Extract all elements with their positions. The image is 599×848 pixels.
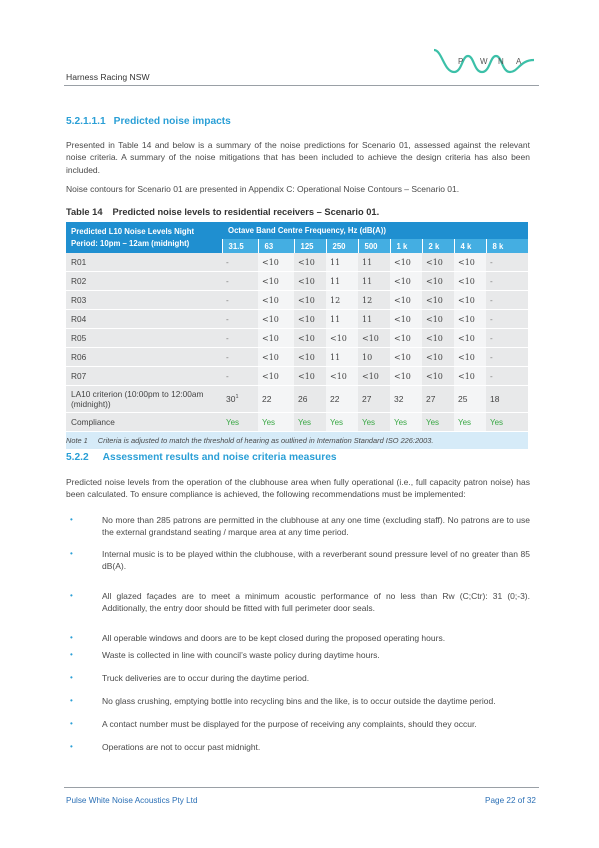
receiver-label: R07 xyxy=(66,367,222,386)
section-number: 5.2.2 xyxy=(66,452,89,463)
page-number: Page 22 of 32 xyxy=(485,796,536,805)
paragraph-contours: Noise contours for Scenario 01 are presented in Appendix C: Operational Noise Contours – Scenario 01. xyxy=(66,184,460,194)
bullet-icon: • xyxy=(70,719,73,728)
criterion-value xyxy=(222,386,258,413)
noise-value-cell: <10 xyxy=(422,291,454,310)
noise-value-cell: - xyxy=(222,348,258,367)
noise-value-cell: <10 xyxy=(390,310,422,329)
noise-value-cell: 12 xyxy=(326,291,358,310)
receiver-label: R03 xyxy=(66,291,222,310)
compliance-value: Yes xyxy=(390,413,422,432)
noise-value-cell: - xyxy=(486,367,528,386)
receiver-row xyxy=(66,348,528,367)
criterion-value: 27 xyxy=(358,386,390,413)
section-title: Predicted noise impacts xyxy=(113,116,231,127)
receiver-row xyxy=(66,272,528,291)
receiver-label: R06 xyxy=(66,348,222,367)
noise-value-cell: - xyxy=(222,291,258,310)
noise-value-cell: <10 xyxy=(454,253,486,272)
recommendation-item xyxy=(66,649,530,661)
compliance-value: Yes xyxy=(294,413,326,432)
recommendation-item xyxy=(66,741,530,753)
bullet-icon: • xyxy=(70,673,73,682)
noise-value-cell: <10 xyxy=(390,253,422,272)
noise-value-cell: <10 xyxy=(454,272,486,291)
band-header: 4 k xyxy=(454,239,486,253)
compliance-value: Yes xyxy=(222,413,258,432)
noise-value-cell: <10 xyxy=(454,348,486,367)
noise-value-cell: <10 xyxy=(258,329,294,348)
compliance-row xyxy=(66,413,528,432)
noise-value-cell: <10 xyxy=(294,272,326,291)
noise-value-cell: <10 xyxy=(454,310,486,329)
noise-value-cell: <10 xyxy=(422,348,454,367)
criterion-row xyxy=(66,386,528,413)
noise-value-cell: 10 xyxy=(358,348,390,367)
recommendation-text: No more than 285 patrons are permitted in the clubhouse at any one time (excluding staff). No patrons are to use the external grandstand seating / marque area at any time period. xyxy=(102,515,530,538)
bullet-icon: • xyxy=(70,591,73,600)
recommendation-item xyxy=(66,548,530,573)
band-header: 250 xyxy=(326,239,358,253)
noise-value-cell: <10 xyxy=(454,329,486,348)
noise-value-cell: - xyxy=(486,329,528,348)
band-header: 2 k xyxy=(422,239,454,253)
receiver-label: R01 xyxy=(66,253,222,272)
receiver-row xyxy=(66,291,528,310)
noise-value-cell: <10 xyxy=(390,272,422,291)
table-title: Predicted noise levels to residential receivers – Scenario 01. xyxy=(112,207,380,217)
recommendation-item xyxy=(66,718,530,730)
footnote-marker: 1 xyxy=(235,394,239,401)
noise-value-cell: <10 xyxy=(422,253,454,272)
compliance-value: Yes xyxy=(358,413,390,432)
noise-value-cell: <10 xyxy=(422,329,454,348)
noise-value-cell: <10 xyxy=(326,329,358,348)
noise-value-cell: - xyxy=(222,367,258,386)
noise-value-cell: - xyxy=(486,253,528,272)
noise-value-cell: <10 xyxy=(258,291,294,310)
noise-value-cell: - xyxy=(486,272,528,291)
recommendation-text: Operations are not to occur past midnight. xyxy=(102,742,261,752)
bullet-icon: • xyxy=(70,549,73,558)
table-group-header: Octave Band Centre Frequency, Hz (dB(A)) xyxy=(222,222,528,239)
bullet-icon: • xyxy=(70,633,73,642)
table-caption xyxy=(66,207,379,217)
criterion-value: 25 xyxy=(454,386,486,413)
paragraph-summary: Presented in Table 14 and below is a summary of the noise predictions for Scenario 01, assessed against the relevant noise criteria. A summary of the noise mitigations that has been included to achieve the design criteria has also been included. xyxy=(66,140,530,175)
recommendation-item xyxy=(66,632,530,644)
noise-value-cell: <10 xyxy=(294,367,326,386)
table-note xyxy=(66,432,528,450)
pwna-logo xyxy=(432,42,536,78)
criterion-value: 32 xyxy=(390,386,422,413)
compliance-value: Yes xyxy=(454,413,486,432)
band-header: 31.5 xyxy=(222,239,258,253)
noise-value-cell: <10 xyxy=(258,310,294,329)
receiver-label: R05 xyxy=(66,329,222,348)
noise-value-cell: <10 xyxy=(454,367,486,386)
noise-value-cell: 11 xyxy=(358,272,390,291)
criterion-value: 27 xyxy=(422,386,454,413)
bullet-icon: • xyxy=(70,696,73,705)
noise-value-cell: <10 xyxy=(258,253,294,272)
noise-value-cell: - xyxy=(486,310,528,329)
receiver-row xyxy=(66,329,528,348)
noise-value-cell: <10 xyxy=(422,272,454,291)
receiver-label: R04 xyxy=(66,310,222,329)
recommendation-text: Waste is collected in line with council’s waste policy during daytime hours. xyxy=(102,650,380,660)
criterion-value: 18 xyxy=(486,386,528,413)
noise-value-cell: - xyxy=(486,348,528,367)
noise-value-cell: 12 xyxy=(358,291,390,310)
section-number: 5.2.1.1.1 xyxy=(66,116,106,127)
logo-letter-w: W xyxy=(480,57,488,66)
noise-value-cell: 11 xyxy=(326,253,358,272)
noise-levels-table xyxy=(66,222,528,449)
note-text: Criteria is adjusted to match the threshold of hearing as outlined in Internation Standard ISO 226:2003. xyxy=(97,436,434,445)
recommendation-item xyxy=(66,590,530,615)
noise-value-cell: <10 xyxy=(294,291,326,310)
noise-value-cell: <10 xyxy=(294,253,326,272)
criterion-first-value: 30 xyxy=(226,394,236,404)
band-header: 125 xyxy=(294,239,326,253)
noise-value-cell: 11 xyxy=(326,348,358,367)
criterion-value: 26 xyxy=(294,386,326,413)
recommendation-item xyxy=(66,672,530,684)
noise-value-cell: 11 xyxy=(326,272,358,291)
footer-divider xyxy=(64,787,539,788)
section-heading-predicted-noise xyxy=(66,116,231,127)
recommendation-item xyxy=(66,514,530,539)
receiver-rows xyxy=(66,253,528,386)
paragraph-assessment-intro: Predicted noise levels from the operation of the clubhouse area when fully operational (i.e., full capacity patron noise) has been calculated. To ensure compliance is achieved, the following recommendations must be implemented: xyxy=(66,477,530,500)
recommendation-text: No glass crushing, emptying bottle into recycling bins and the like, is to occur outside the daytime period. xyxy=(102,696,496,706)
receiver-row xyxy=(66,310,528,329)
noise-value-cell: <10 xyxy=(422,367,454,386)
noise-value-cell: <10 xyxy=(294,329,326,348)
receiver-row xyxy=(66,253,528,272)
noise-value-cell: <10 xyxy=(390,367,422,386)
criterion-value: 22 xyxy=(326,386,358,413)
table-number: Table 14 xyxy=(66,207,103,217)
compliance-value: Yes xyxy=(422,413,454,432)
recommendation-text: All glazed façades are to meet a minimum acoustic performance of no less than Rw (C;Ctr): 31 (0;-3). Additionally, the entry door should be fitted with full perimeter door seals. xyxy=(102,591,530,614)
criterion-label: LA10 criterion (10:00pm to 12:00am (midnight)) xyxy=(66,386,222,413)
noise-value-cell: <10 xyxy=(422,310,454,329)
receiver-row xyxy=(66,367,528,386)
criterion-value: 22 xyxy=(258,386,294,413)
noise-value-cell: 11 xyxy=(358,310,390,329)
compliance-value: Yes xyxy=(258,413,294,432)
noise-value-cell: - xyxy=(222,253,258,272)
band-header: 500 xyxy=(358,239,390,253)
section-title: Assessment results and noise criteria measures xyxy=(102,452,337,463)
noise-value-cell: - xyxy=(486,291,528,310)
logo-letter-n: N xyxy=(498,57,504,66)
noise-value-cell: <10 xyxy=(294,348,326,367)
band-header: 63 xyxy=(258,239,294,253)
logo-letter-p: P xyxy=(458,57,464,66)
noise-value-cell: <10 xyxy=(258,272,294,291)
recommendation-text: Internal music is to be played within the clubhouse, with a reverberant sound pressure level of no greater than 85 dB(A). xyxy=(102,549,530,572)
band-header: 8 k xyxy=(486,239,528,253)
noise-value-cell: <10 xyxy=(294,310,326,329)
recommendation-item xyxy=(66,695,530,707)
noise-value-cell: <10 xyxy=(390,291,422,310)
noise-value-cell: <10 xyxy=(258,348,294,367)
noise-value-cell: 11 xyxy=(358,253,390,272)
bullet-icon: • xyxy=(70,650,73,659)
bullet-icon: • xyxy=(70,515,73,524)
compliance-value: Yes xyxy=(326,413,358,432)
noise-value-cell: - xyxy=(222,272,258,291)
note-label: Note 1 xyxy=(66,436,88,445)
header-divider xyxy=(64,85,539,86)
noise-value-cell: <10 xyxy=(326,367,358,386)
bullet-icon: • xyxy=(70,742,73,751)
footer-company: Pulse White Noise Acoustics Pty Ltd xyxy=(66,796,198,805)
header-client-name: Harness Racing NSW xyxy=(66,72,150,82)
recommendation-text: Truck deliveries are to occur during the daytime period. xyxy=(102,673,310,683)
recommendation-text: A contact number must be displayed for the purpose of receiving any complaints, should they occur. xyxy=(102,719,477,729)
table-corner-header: Predicted L10 Noise Levels Night Period: 10pm – 12am (midnight) xyxy=(66,222,222,253)
compliance-label: Compliance xyxy=(66,413,222,432)
noise-value-cell: - xyxy=(222,329,258,348)
band-header: 1 k xyxy=(390,239,422,253)
section-heading-assessment xyxy=(66,452,337,463)
noise-value-cell: <10 xyxy=(258,367,294,386)
noise-value-cell: <10 xyxy=(390,348,422,367)
noise-value-cell: <10 xyxy=(390,329,422,348)
noise-value-cell: <10 xyxy=(358,367,390,386)
logo-letter-a: A xyxy=(516,57,522,66)
receiver-label: R02 xyxy=(66,272,222,291)
table-note-row xyxy=(66,432,528,450)
noise-value-cell: 11 xyxy=(326,310,358,329)
compliance-value: Yes xyxy=(486,413,528,432)
recommendation-text: All operable windows and doors are to be kept closed during the proposed operating hours. xyxy=(102,633,446,643)
noise-value-cell: <10 xyxy=(454,291,486,310)
noise-value-cell: - xyxy=(222,310,258,329)
noise-value-cell: <10 xyxy=(358,329,390,348)
